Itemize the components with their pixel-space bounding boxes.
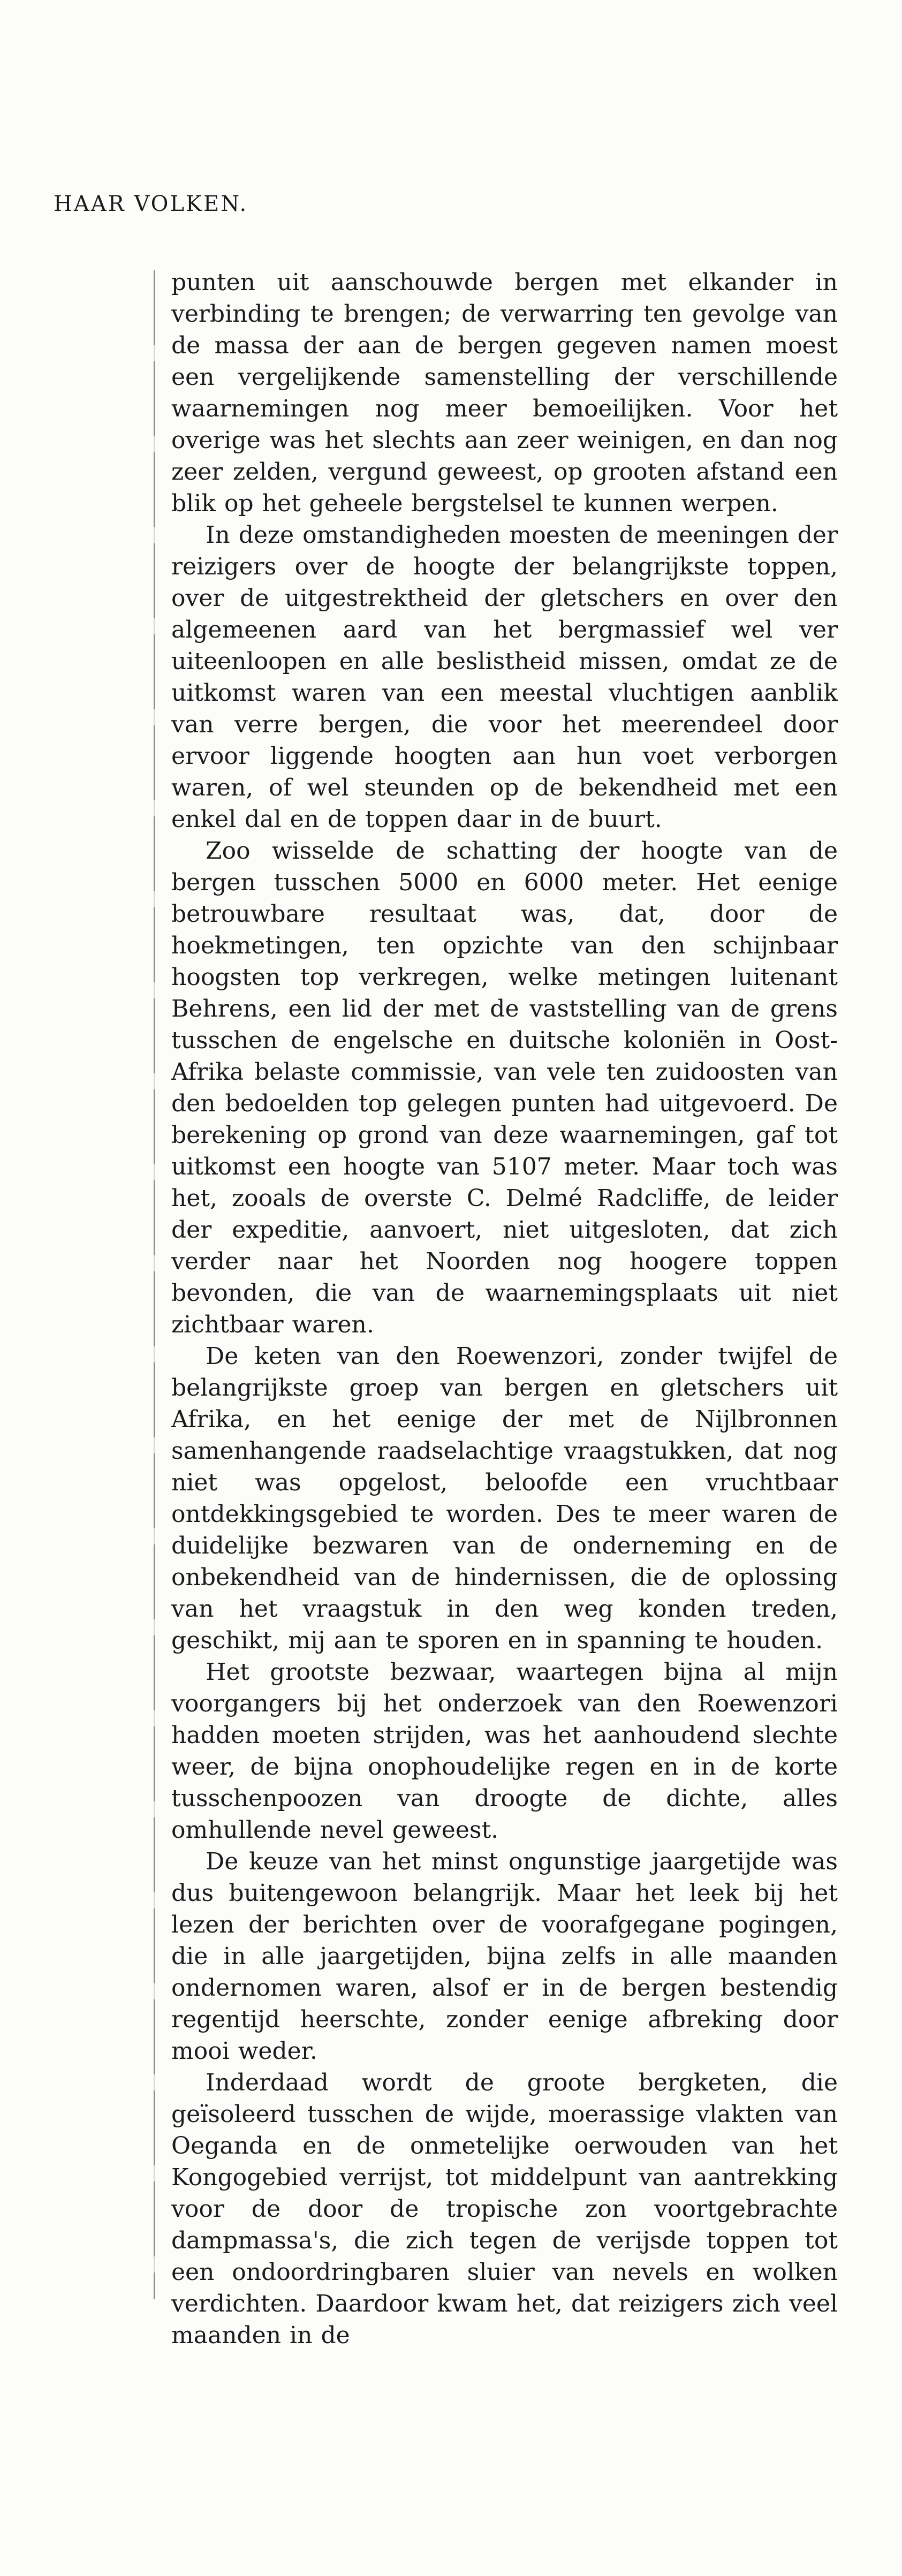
body-text bbox=[171, 267, 838, 2351]
paragraph: De keten van den Roewenzori, zonder twijfel de belangrijkste groep van bergen en gletschers uit Afrika, en het eenige der met de Nijlbronnen samenhangende raadselachtige vraagstukken, dat nog niet was opgelost, beloofde een vruchtbaar ontdekkingsgebied te worden. Des te meer waren de duidelijke bezwaren van de onderneming en de onbekendheid van de hindernissen, die de oplossing van het vraagstuk in den weg konden treden, geschikt, mij aan te sporen en in spanning te houden. bbox=[171, 1343, 838, 1654]
paragraph: punten uit aanschouwde bergen met elkander in verbinding te brengen; de verwarring ten gevolge van de massa der aan de bergen gegeven namen moest een vergelijkende samenstelling der verschillende waarnemingen nog meer bemoeilijken. Voor het overige was het slechts aan zeer weinigen, en dan nog zeer zelden, vergund geweest, op grooten afstand een blik op het geheele bergstelsel te kunnen werpen. bbox=[171, 269, 838, 517]
paragraph: Inderdaad wordt de groote bergketen, die geïsoleerd tusschen de wijde, moerassige vlakten van Oeganda en de onmetelijke oerwouden van het Kongogebied verrijst, tot middelpunt van aantrekking voor de door de tropische zon voortgebrachte dampmassa's, die zich tegen de verijsde toppen tot een ondoordringbaren sluier van nevels en wolken verdichten. Daardoor kwam het, dat reizigers zich veel maanden in de bbox=[171, 2069, 838, 2349]
left-margin-rule bbox=[154, 270, 155, 2299]
paragraph: Het grootste bezwaar, waartegen bijna al mijn voorgangers bij het onderzoek van den Roewenzori hadden moeten strijden, was het aanhoudend slechte weer, de bijna onophoudelijke regen en in de korte tusschenpoozen van droogte de dichte, alles omhullende nevel geweest. bbox=[171, 1658, 838, 1844]
paragraph: Zoo wisselde de schatting der hoogte van de bergen tusschen 5000 en 6000 meter. Het eenige betrouwbare resultaat was, dat, door de hoekmetingen, ten opzichte van den schijnbaar hoogsten top verkregen, welke metingen luitenant Behrens, een lid der met de vaststelling van de grens tusschen de engelsche en duitsche koloniën in Oost-Afrika belaste commissie, van vele ten zuidoosten van den bedoelden top gelegen punten had uitgevoerd. De berekening op grond van deze waarnemingen, gaf tot uitkomst een hoogte van 5107 meter. Maar toch was het, zooals de overste C. Delmé Radcliffe, de leider der expeditie, aanvoert, niet uitgesloten, dat zich verder naar het Noorden nog hoogere toppen bevonden, die van de waarnemingsplaats uit niet zichtbaar waren. bbox=[171, 837, 838, 1338]
paragraph: In deze omstandigheden moesten de meeningen der reizigers over de hoogte der belangrijkste toppen, over de uitgestrektheid der gletschers en over den algemeenen aard van het bergmassief wel ver uiteenloopen en alle beslistheid missen, omdat ze de uitkomst waren van een meestal vluchtigen aanblik van verre bergen, die voor het meerendeel door ervoor liggende hoogten aan hun voet verborgen waren, of wel steunden op de bekendheid met een enkel dal en de toppen daar in de buurt. bbox=[171, 521, 838, 833]
running-head: HAAR VOLKEN. bbox=[54, 192, 248, 216]
paragraph: De keuze van het minst ongunstige jaargetijde was dus buitengewoon belangrijk. Maar het leek bij het lezen der berichten over de voorafgegane pogingen, die in alle jaargetijden, bijna zelfs in alle maanden ondernomen waren, alsof er in de bergen bestendig regentijd heerschte, zonder eenige afbreking door mooi weder. bbox=[171, 1848, 838, 2065]
